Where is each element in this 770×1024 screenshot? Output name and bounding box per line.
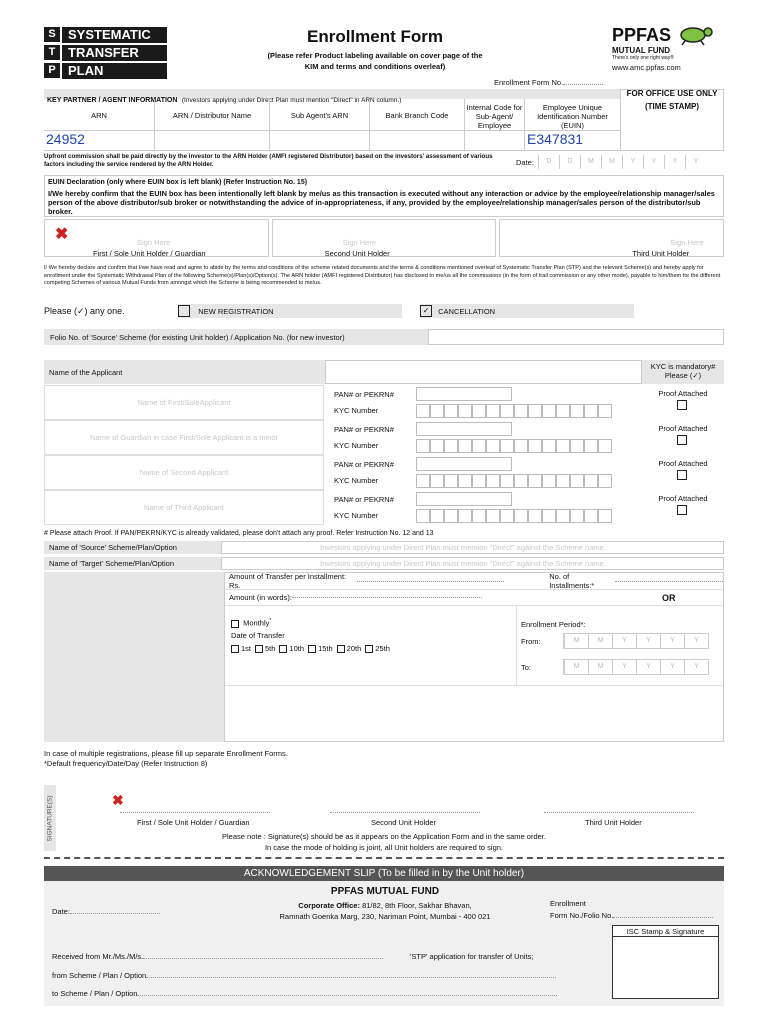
- transfer-date-label: 1st: [241, 643, 252, 653]
- from-scheme-input[interactable]: [146, 977, 556, 978]
- new-registration-option[interactable]: [178, 304, 402, 318]
- pan-input[interactable]: [416, 492, 512, 506]
- ppfas-logo: [612, 24, 722, 72]
- declaration-text: I/ We hereby declare and confirm that I/we have read and agree to abide by the terms and conditions of the scheme related documents and the terms & conditions mentioned overleaf of Systematic Transfer Plan (STP) and the relevant Scheme(s) and hereby apply for enrollment under the Systematic Withdrawal Plan of the following Scheme(s)/Plan(s)/Option(s). The ARN holder (AMFI registered Distributor) has disclosed to me/us all the commissions (in the form of trail commission or any other mode), payable to him/them for the different competing Schemes of various Mutual Funds from amongst which the Scheme is being recommended to me/us.: [44, 265, 721, 287]
- time-stamp-label: (TIME STAMP): [644, 102, 700, 111]
- kyc-cell[interactable]: [598, 404, 612, 418]
- stp-application-label: 'STP' application for transfer of Units;: [410, 952, 534, 961]
- monthly-label: Monthly: [243, 618, 270, 628]
- kyc-cell[interactable]: [416, 474, 430, 488]
- kyc-cell[interactable]: [542, 474, 556, 488]
- sub-agent-input[interactable]: [269, 131, 369, 150]
- euin-declaration-box: [44, 175, 724, 217]
- transfer-date-option[interactable]: [279, 644, 304, 653]
- applicant-name-placeholder: Name of Second Applicant: [139, 468, 229, 477]
- pan-label: PAN# or PEKRN#: [334, 459, 394, 469]
- col-distributor: ARN / Distributor Name: [154, 99, 269, 130]
- kyc-cell[interactable]: [598, 509, 612, 523]
- transfer-date-checkbox[interactable]: [337, 645, 345, 653]
- proof-checkbox[interactable]: [677, 470, 687, 480]
- transfer-date-options: [231, 644, 510, 653]
- ack-company: PPFAS MUTUAL FUND: [330, 886, 440, 897]
- transfer-date-option[interactable]: [231, 644, 251, 653]
- kyc-cell[interactable]: [584, 474, 598, 488]
- kyc-cell[interactable]: [514, 439, 528, 453]
- signature-note: Please note : Signature(s) should be as it appears on the Application Form and in the same order.: [222, 832, 546, 841]
- kyc-cell[interactable]: [458, 439, 472, 453]
- date-label: Date:: [516, 157, 534, 167]
- col-arn: ARN: [91, 111, 107, 120]
- period-cell[interactable]: M: [564, 634, 588, 648]
- proof-checkbox[interactable]: [677, 400, 687, 410]
- ack-date-label: Date:: [52, 907, 70, 916]
- header-title: PLAN: [62, 63, 167, 79]
- brand-name: PPFAS: [612, 24, 672, 45]
- folio-input[interactable]: [428, 329, 724, 345]
- form-subtitle: (Please refer Product labeling available on cover page of the: [267, 51, 483, 60]
- kyc-cell[interactable]: [458, 509, 472, 523]
- new-registration-label: NEW REGISTRATION: [198, 306, 274, 316]
- kyc-number-input[interactable]: [416, 439, 612, 453]
- target-scheme-row: [44, 557, 724, 570]
- new-registration-checkbox[interactable]: [178, 305, 190, 317]
- kyc-cell[interactable]: [416, 439, 430, 453]
- sign-line-first[interactable]: [120, 812, 270, 813]
- applicant-row: [44, 385, 724, 420]
- euin-text: I/We hereby confirm that the EUIN box has been intentionally left blank by me/us as this transaction is executed without any interaction or advice by the employee/relationship manager/sales person of the above distributor/sub broker or notwithstanding the advice of in-appropriateness, if any, provided by the employee/relationship manager/sales person of the distributor/sub broker.: [48, 189, 715, 216]
- kyc-cell[interactable]: [486, 439, 500, 453]
- upfront-note: Upfront commission shall be paid directly by the investor to the ARN Holder (AMFI registered Distributor) based on the investors' assessment of various factors including the service rendered by the ARN Holder.: [44, 153, 493, 168]
- received-from-label: Received from Mr./Ms./M/s.: [52, 952, 144, 961]
- period-cell[interactable]: Y: [612, 634, 636, 648]
- applicant-name-placeholder: Name of Guardian in case First/Sole Applicant is a minor: [89, 433, 278, 442]
- isc-stamp-box: [612, 925, 719, 999]
- col-bank-branch: Bank Branch Code: [369, 99, 464, 130]
- period-cell[interactable]: Y: [660, 660, 684, 674]
- period-cell[interactable]: M: [588, 660, 612, 674]
- partner-columns: [44, 99, 620, 131]
- multi-registration-note: In case of multiple registrations, please fill up separate Enrollment Forms.: [44, 749, 288, 758]
- period-cell[interactable]: Y: [636, 660, 660, 674]
- sign-line-third[interactable]: [544, 812, 694, 813]
- signature-holder-label: Third Unit Holder: [585, 818, 642, 827]
- internal-code-input[interactable]: [464, 131, 524, 150]
- installments-label: No. of Installments:*: [549, 572, 595, 590]
- target-scheme-label: Name of 'Target' Scheme/Plan/Option: [49, 559, 175, 568]
- applicant-name-placeholder: Name of First/SoleApplicant: [137, 398, 231, 407]
- source-scheme-row: [44, 541, 724, 554]
- kyc-cell[interactable]: [528, 509, 542, 523]
- from-label: From:: [521, 636, 541, 646]
- date-cell[interactable]: D: [559, 155, 580, 169]
- transfer-date-checkbox[interactable]: [308, 645, 316, 653]
- office-address: 81/82, 8th Floor, Sakhar Bhavan,: [362, 901, 472, 910]
- kyc-label: KYC Number: [334, 406, 379, 415]
- transfer-date-option[interactable]: [365, 644, 390, 653]
- kyc-cell[interactable]: [430, 404, 444, 418]
- to-scheme-label: to Scheme / Plan / Option: [52, 989, 138, 998]
- kyc-cell[interactable]: [514, 404, 528, 418]
- cross-mark-icon: ✖: [55, 226, 69, 243]
- header-title: SYSTEMATIC: [62, 27, 167, 43]
- kyc-cell[interactable]: [542, 404, 556, 418]
- date-cell[interactable]: Y: [685, 155, 706, 169]
- period-cell[interactable]: Y: [636, 634, 660, 648]
- kyc-cell[interactable]: [486, 509, 500, 523]
- transfer-date-label: 15th: [318, 643, 333, 653]
- brand-tagline: There's only one right way®: [612, 55, 674, 61]
- signature-holder-label: Second Unit Holder: [371, 818, 437, 827]
- kyc-cell[interactable]: [500, 509, 514, 523]
- cross-mark-icon: ✖: [112, 792, 124, 808]
- signature-side-label: SIGNATURE(S): [46, 794, 54, 842]
- transfer-date-checkbox[interactable]: [255, 645, 263, 653]
- col-sub-agent: Sub Agent's ARN: [269, 99, 369, 130]
- amount-input[interactable]: [357, 581, 504, 582]
- kyc-cell[interactable]: [542, 509, 556, 523]
- stp-header: [44, 27, 167, 79]
- pan-label: PAN# or PEKRN#: [334, 494, 394, 504]
- kyc-cell[interactable]: [528, 439, 542, 453]
- amount-label: Amount of Transfer per Installment: Rs.: [229, 572, 347, 590]
- holder-label: First / Sole Unit Holder / Guardian: [93, 249, 206, 258]
- kyc-number-input[interactable]: [416, 404, 612, 418]
- kyc-cell[interactable]: [486, 474, 500, 488]
- source-scheme-label: Name of 'Source' Scheme/Plan/Option: [49, 543, 177, 552]
- period-cell[interactable]: Y: [660, 634, 684, 648]
- office-label: Corporate Office:: [298, 901, 360, 910]
- period-cell[interactable]: Y: [684, 634, 708, 648]
- date-cell[interactable]: Y: [622, 155, 643, 169]
- kyc-label: KYC Number: [334, 476, 379, 485]
- arn-input[interactable]: 24952: [46, 131, 85, 147]
- transfer-date-label: 20th: [346, 643, 362, 653]
- kyc-number-input[interactable]: [416, 474, 612, 488]
- kyc-cell[interactable]: [556, 509, 570, 523]
- source-scheme-input[interactable]: Investors applying under Direct Plan must mention "Direct" against the Scheme name.: [221, 541, 724, 554]
- brand-sub: MUTUAL FUND: [612, 46, 671, 55]
- to-period-input[interactable]: [563, 659, 709, 675]
- received-from-input[interactable]: [143, 958, 383, 959]
- from-period-input[interactable]: [563, 633, 709, 649]
- registration-choice: [44, 304, 634, 318]
- kyc-label: KYC Number: [334, 511, 379, 520]
- ack-enroll-label: Enrollment: [550, 899, 586, 908]
- transfer-date-option[interactable]: [337, 644, 362, 653]
- sign-line-second[interactable]: [330, 812, 480, 813]
- pan-input[interactable]: [416, 457, 512, 471]
- euin-heading: EUIN Declaration (only where EUIN box is left blank) (Refer Instruction No. 15): [48, 179, 308, 186]
- period-cell[interactable]: M: [564, 660, 588, 674]
- kyc-number-input[interactable]: [416, 509, 612, 523]
- kyc-cell[interactable]: [598, 474, 612, 488]
- folio-label: Folio No. of 'Source' Scheme (for existing Unit holder) / Application No. (for new investor): [50, 332, 345, 342]
- cancellation-label: CANCELLATION: [438, 306, 496, 316]
- kyc-cell[interactable]: [556, 404, 570, 418]
- applicant-name-input[interactable]: [44, 490, 324, 525]
- kyc-cell[interactable]: [458, 404, 472, 418]
- kyc-cell[interactable]: [430, 474, 444, 488]
- office-address: Ramnath Goenka Marg, 230, Nariman Point, Mumbai - 400 021: [279, 912, 491, 921]
- sign-box-third[interactable]: [499, 219, 724, 257]
- pan-note: # Please attach Proof. If PAN/PEKRN/KYC is already validated, please don't attach any proof. Refer Instruction No. 12 and 13: [44, 530, 434, 537]
- kyc-cell[interactable]: [570, 439, 584, 453]
- transfer-date-label: 5th: [265, 643, 276, 653]
- period-cell[interactable]: Y: [684, 660, 708, 674]
- applicant-row: [44, 490, 724, 525]
- kyc-cell[interactable]: [416, 509, 430, 523]
- kyc-cell[interactable]: [528, 474, 542, 488]
- kyc-cell[interactable]: [500, 404, 514, 418]
- kyc-cell[interactable]: [444, 509, 458, 523]
- partner-heading-bar: [44, 89, 620, 104]
- kyc-cell[interactable]: [430, 509, 444, 523]
- header-letter: T: [44, 45, 60, 60]
- bank-branch-input[interactable]: [369, 131, 464, 150]
- kyc-cell[interactable]: [570, 474, 584, 488]
- ack-heading: ACKNOWLEDGEMENT SLIP (To be filled in by the Unit holder): [44, 866, 724, 881]
- enrollment-no-label: Enrollment Form No.: [494, 78, 603, 87]
- applicant-name-input[interactable]: [44, 385, 324, 420]
- distributor-input[interactable]: [154, 131, 269, 150]
- date-field[interactable]: [516, 155, 706, 169]
- period-cell[interactable]: Y: [612, 660, 636, 674]
- kyc-cell[interactable]: [542, 439, 556, 453]
- signature-note: In case the mode of holding is joint, all Unit holders are required to sign.: [264, 843, 504, 852]
- kyc-cell[interactable]: [416, 404, 430, 418]
- kyc-label: KYC Number: [334, 441, 379, 450]
- pan-label: PAN# or PEKRN#: [334, 424, 394, 434]
- kyc-cell[interactable]: [570, 509, 584, 523]
- kyc-cell[interactable]: [472, 509, 486, 523]
- isc-label: ISC Stamp & Signature: [613, 926, 718, 937]
- transfer-date-checkbox[interactable]: [279, 645, 287, 653]
- transfer-date-option[interactable]: [255, 644, 275, 653]
- kyc-cell[interactable]: [584, 404, 598, 418]
- kyc-cell[interactable]: [556, 439, 570, 453]
- proof-checkbox[interactable]: [677, 435, 687, 445]
- transfer-date-checkbox[interactable]: [365, 645, 373, 653]
- transfer-date-label: 25th: [375, 643, 390, 653]
- applicant-name-label: Name of the Applicant: [49, 368, 123, 377]
- kyc-cell[interactable]: [584, 509, 598, 523]
- header-title: TRANSFER: [62, 45, 167, 61]
- partner-heading: KEY PARTNER / AGENT INFORMATION: [47, 97, 178, 104]
- amount-words-input[interactable]: [292, 597, 482, 598]
- kyc-cell[interactable]: [486, 404, 500, 418]
- kyc-cell[interactable]: [444, 404, 458, 418]
- applicant-row: [44, 455, 724, 490]
- transfer-date-checkbox[interactable]: [231, 645, 239, 653]
- kyc-mandatory-label: KYC is mandatory# Please (✓): [650, 362, 716, 380]
- euin-input[interactable]: E347831: [524, 131, 620, 150]
- header-letter: S: [44, 27, 60, 42]
- kyc-cell[interactable]: [472, 474, 486, 488]
- header-letter: P: [44, 63, 60, 78]
- partner-heading-note: (Investors applying under Direct Plan must mention "Direct" in ARN column.): [181, 97, 402, 104]
- holder-label: Second Unit Holder: [324, 249, 390, 258]
- kyc-cell[interactable]: [514, 509, 528, 523]
- time-stamp-box: [620, 89, 724, 151]
- date-cell[interactable]: M: [601, 155, 622, 169]
- applicant-rows: [44, 385, 724, 525]
- sign-box-first[interactable]: [44, 219, 269, 257]
- transfer-date-label: 10th: [289, 643, 305, 653]
- monthly-checkbox[interactable]: [231, 620, 239, 628]
- scheme-details: Amount of Transfer per Installment: Rs. No. of Installments:* Amount (in words): OR Monthly* Date of Transfer 1st 5th 10th 15th 20th 25th Enrollment Period*: From: M M Y Y Y Y To: M M Y Y Y Y: [224, 572, 724, 742]
- kyc-cell[interactable]: [444, 439, 458, 453]
- col-internal-code: Internal Code for Sub-Agent/ Employee: [464, 99, 524, 130]
- kyc-cell[interactable]: [514, 474, 528, 488]
- form-title: Enrollment Form: [306, 27, 443, 46]
- kyc-cell[interactable]: [444, 474, 458, 488]
- applicant-row: [44, 420, 724, 455]
- signature-holder-label: First / Sole Unit Holder / Guardian: [137, 818, 250, 827]
- ack-date-input[interactable]: [70, 913, 160, 914]
- kyc-cell[interactable]: [570, 404, 584, 418]
- cancellation-option[interactable]: [420, 304, 634, 318]
- kyc-cell[interactable]: [472, 404, 486, 418]
- proof-label: Proof Attached: [658, 389, 708, 398]
- date-cell[interactable]: Y: [664, 155, 685, 169]
- to-scheme-input[interactable]: [137, 995, 557, 996]
- from-scheme-label: from Scheme / Plan / Option: [52, 971, 147, 980]
- applicant-header: [44, 360, 724, 384]
- kyc-cell[interactable]: [500, 439, 514, 453]
- kyc-cell[interactable]: [472, 439, 486, 453]
- brand-website: www.amc.ppfas.com: [612, 63, 681, 72]
- folio-row: [44, 329, 724, 345]
- kyc-cell[interactable]: [500, 474, 514, 488]
- ack-enroll-label: Form No./Folio No.: [550, 911, 614, 920]
- proof-label: Proof Attached: [658, 494, 708, 503]
- enrollment-period-label: Enrollment Period*:: [521, 620, 586, 629]
- amount-words-label: Amount (in words):: [229, 593, 292, 602]
- sign-here-hint: Sign Here: [670, 238, 704, 247]
- pan-input[interactable]: [416, 387, 512, 401]
- kyc-cell[interactable]: [458, 474, 472, 488]
- date-of-transfer-label: Date of Transfer: [231, 630, 285, 640]
- sign-here-hint: Sign Here: [137, 238, 171, 247]
- cut-line: [44, 857, 724, 859]
- proof-label: Proof Attached: [658, 459, 708, 468]
- date-cell[interactable]: D: [538, 155, 559, 169]
- proof-checkbox[interactable]: [677, 505, 687, 515]
- installments-input[interactable]: [615, 581, 723, 582]
- scheme-side-panel: [44, 572, 224, 742]
- date-cell[interactable]: Y: [643, 155, 664, 169]
- pan-label: PAN# or PEKRN#: [334, 389, 394, 399]
- applicant-name-placeholder: Name of Third Applicant: [144, 503, 224, 512]
- form-subtitle: KIM and terms and conditions overleaf): [304, 62, 446, 71]
- kyc-cell[interactable]: [430, 439, 444, 453]
- proof-label: Proof Attached: [658, 424, 708, 433]
- holder-label: Third Unit Holder: [632, 249, 690, 258]
- sign-box-second[interactable]: [272, 219, 497, 257]
- signature-side-bar: [44, 785, 56, 851]
- euin-signatures: [44, 219, 724, 257]
- kyc-cell[interactable]: [556, 474, 570, 488]
- ack-enroll-input[interactable]: [613, 917, 713, 918]
- sign-here-hint: Sign Here: [342, 238, 377, 247]
- choice-label: Please (✓) any one.: [44, 305, 125, 316]
- kyc-cell[interactable]: [528, 404, 542, 418]
- default-frequency-note: *Default frequency/Date/Day (Refer Instruction 8): [44, 759, 208, 768]
- pan-input[interactable]: [416, 422, 512, 436]
- kyc-cell[interactable]: [584, 439, 598, 453]
- target-scheme-input[interactable]: Investors applying under Direct Plan must mention "Direct" against the Scheme name.: [221, 557, 724, 570]
- col-euin: Employee Unique Identification Number (EUIN): [524, 99, 620, 130]
- kyc-cell[interactable]: [598, 439, 612, 453]
- date-cell[interactable]: M: [580, 155, 601, 169]
- cancellation-checkbox[interactable]: ✓: [420, 305, 432, 317]
- turtle-logo-icon: [673, 24, 713, 46]
- applicant-name-input[interactable]: [44, 420, 324, 455]
- applicant-name-input[interactable]: [44, 455, 324, 490]
- office-use-label: FOR OFFICE USE ONLY: [626, 89, 718, 98]
- transfer-date-option[interactable]: [308, 644, 333, 653]
- period-cell[interactable]: M: [588, 634, 612, 648]
- or-label: OR: [661, 592, 676, 603]
- to-label: To:: [521, 662, 532, 672]
